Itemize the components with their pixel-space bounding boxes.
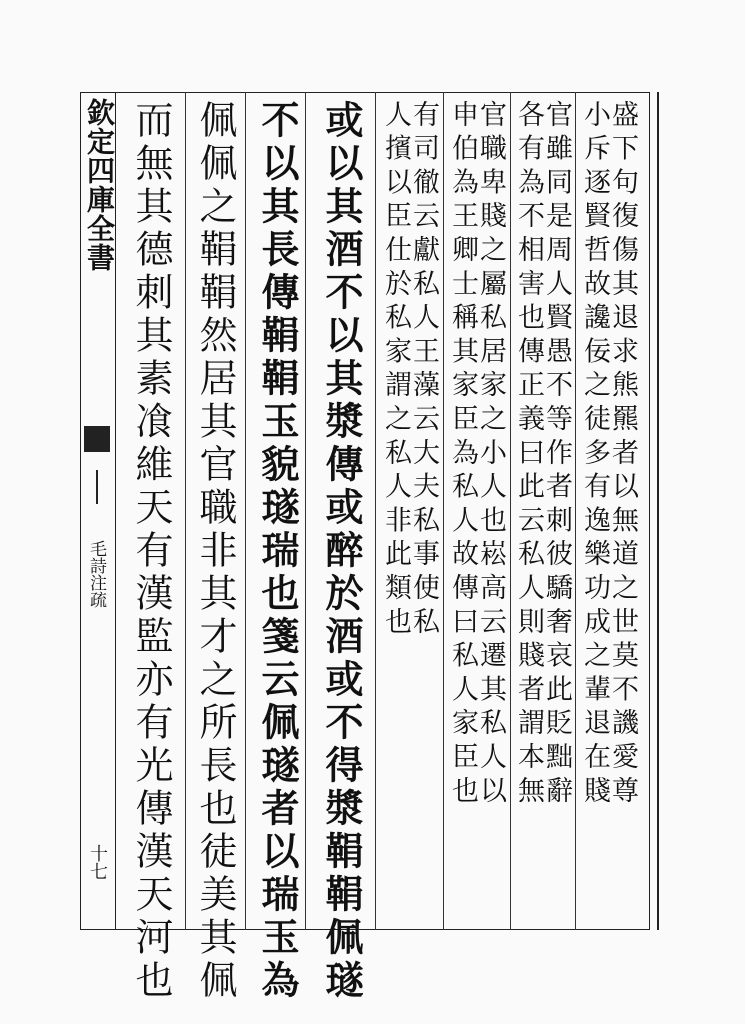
commentary-line: 各有為不相害也傳正義曰此云私人則賤者謂本無	[513, 100, 544, 810]
commentary-line: 官雖同是周人賢愚不等作者刺彼驕奢哀此貶黜辭	[541, 100, 572, 810]
commentary-line: 人擯以臣仕於私家謂之私人非此類也	[380, 100, 411, 641]
column-divider	[245, 92, 246, 930]
main-text-column: 不以其長傳鞙鞙玉貌璲瑞也箋云佩璲者以瑞玉為	[255, 100, 300, 1003]
column-divider	[510, 92, 511, 930]
commentary-line: 盛下句復傷其退求熊羆者以無道之世莫不譏愛尊	[607, 100, 638, 810]
column-divider	[185, 92, 186, 930]
commentary-line: 申伯為王卿士稱其家臣為私人故傳曰私人家臣也	[447, 100, 478, 810]
column-divider	[443, 92, 444, 930]
commentary-line: 官職卑賤之屬私居家之小人也崧高云遷其私人以	[475, 100, 506, 810]
main-text-column: 佩佩之鞙鞙然居其官職非其才之所長也徒美其佩	[193, 100, 237, 1003]
commentary-line: 小斥逐賢哲故讒佞之徒多有逸樂功成之輩退在賤	[579, 100, 610, 810]
column-divider	[575, 92, 576, 930]
commentary-line: 有司徹云獻私人王藻云大夫私事使私	[408, 100, 439, 641]
collection-title: 欽定四庫全書	[83, 98, 116, 272]
column-divider	[375, 92, 376, 930]
page-margin	[80, 92, 116, 930]
main-text-column: 或以其酒不以其漿傳或醉於酒或不得漿鞙鞙佩璲	[319, 100, 364, 1003]
fish-tail-mark	[84, 426, 110, 452]
outer-border-line	[657, 92, 659, 930]
book-title: 毛詩注疏	[86, 540, 106, 608]
main-text-column: 而無其德刺其素飡維天有漢監亦有光傳漢天河也	[129, 100, 173, 1003]
column-divider	[305, 92, 306, 930]
margin-divider	[96, 470, 98, 504]
page-number: 十七	[87, 844, 108, 880]
